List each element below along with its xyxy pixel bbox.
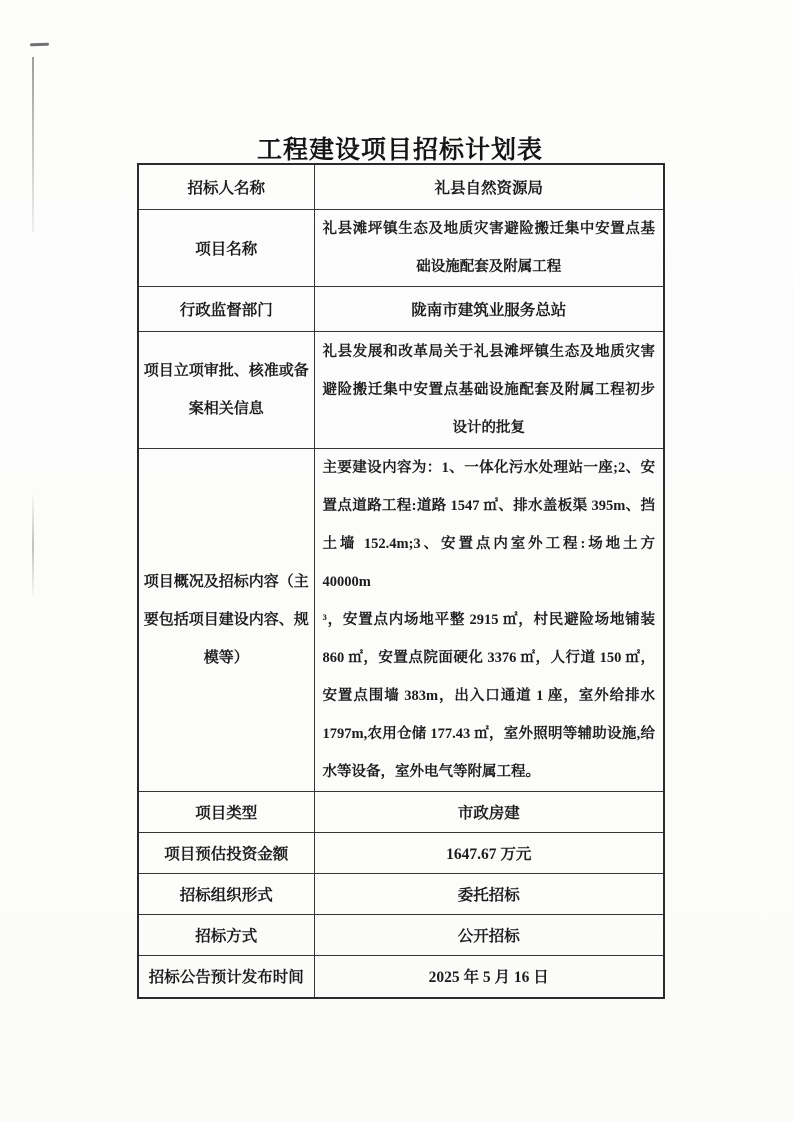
table-row-project-overview bbox=[138, 448, 664, 791]
value-bidding-method: 公开招标 bbox=[314, 914, 664, 955]
document-title: 工程建设项目招标计划表 bbox=[256, 137, 543, 164]
label-supervising-department: 行政监督部门 bbox=[138, 286, 314, 331]
value-announcement-date: 2025 年 5 月 16 日 bbox=[314, 955, 664, 998]
scan-artifact-vertical-line-lower bbox=[32, 495, 34, 597]
label-organization-form: 招标组织形式 bbox=[138, 873, 314, 914]
table-row-announcement-date bbox=[138, 955, 664, 998]
value-organization-form: 委托招标 bbox=[314, 873, 664, 914]
table-row-project-name bbox=[138, 209, 664, 286]
label-tenderer-name: 招标人名称 bbox=[138, 164, 314, 209]
label-project-name: 项目名称 bbox=[138, 209, 314, 286]
label-approval-info: 项目立项审批、核准或备 案相关信息 bbox=[138, 331, 314, 448]
label-project-overview: 项目概况及招标内容（主 要包括项目建设内容、规 模等） bbox=[138, 448, 314, 791]
table-row-organization-form bbox=[138, 873, 664, 914]
table-row-bidding-method bbox=[138, 914, 664, 955]
value-supervising-department: 陇南市建筑业服务总站 bbox=[314, 286, 664, 331]
label-announcement-date: 招标公告预计发布时间 bbox=[138, 955, 314, 998]
label-bidding-method: 招标方式 bbox=[138, 914, 314, 955]
value-approval-info: 礼县发展和改革局关于礼县滩坪镇生态及地质灾害 避险搬迁集中安置点基础设施配套及附属工程初步 设计的批复 bbox=[314, 331, 664, 448]
value-project-overview: 主要建设内容为：1、一体化污水处理站一座;2、安 置点道路工程:道路 1547 ㎡、排水盖板渠 395m、挡 土墙 152.4m;3、安置点内室外工程:场地土方 40000m ³，安置点内场地平整 2915 ㎡，村民避险场地铺装 860 ㎡，安置点院面硬化 3376 ㎡，人行道 150 ㎡， 安置点围墙 383m，出入口通道 1 座，室外给排水 1797m,农用仓储 177.43 ㎡，室外照明等辅助设施,给 水等设备，室外电气等附属工程。 bbox=[314, 448, 664, 791]
table-row-estimated-investment bbox=[138, 832, 664, 873]
scan-artifact-dash bbox=[30, 43, 49, 47]
scan-artifact-vertical-line-upper bbox=[32, 57, 34, 232]
table-row-project-type bbox=[138, 791, 664, 832]
label-project-type: 项目类型 bbox=[138, 791, 314, 832]
table-row-tenderer-name bbox=[138, 164, 664, 209]
table-row-supervising-department bbox=[138, 286, 664, 331]
table-row-approval-info bbox=[138, 331, 664, 448]
bidding-plan-table bbox=[137, 163, 665, 999]
value-estimated-investment: 1647.67 万元 bbox=[314, 832, 664, 873]
value-project-name: 礼县滩坪镇生态及地质灾害避险搬迁集中安置点基 础设施配套及附属工程 bbox=[314, 209, 664, 286]
value-project-type: 市政房建 bbox=[314, 791, 664, 832]
value-tenderer-name: 礼县自然资源局 bbox=[314, 164, 664, 209]
label-estimated-investment: 项目预估投资金额 bbox=[138, 832, 314, 873]
